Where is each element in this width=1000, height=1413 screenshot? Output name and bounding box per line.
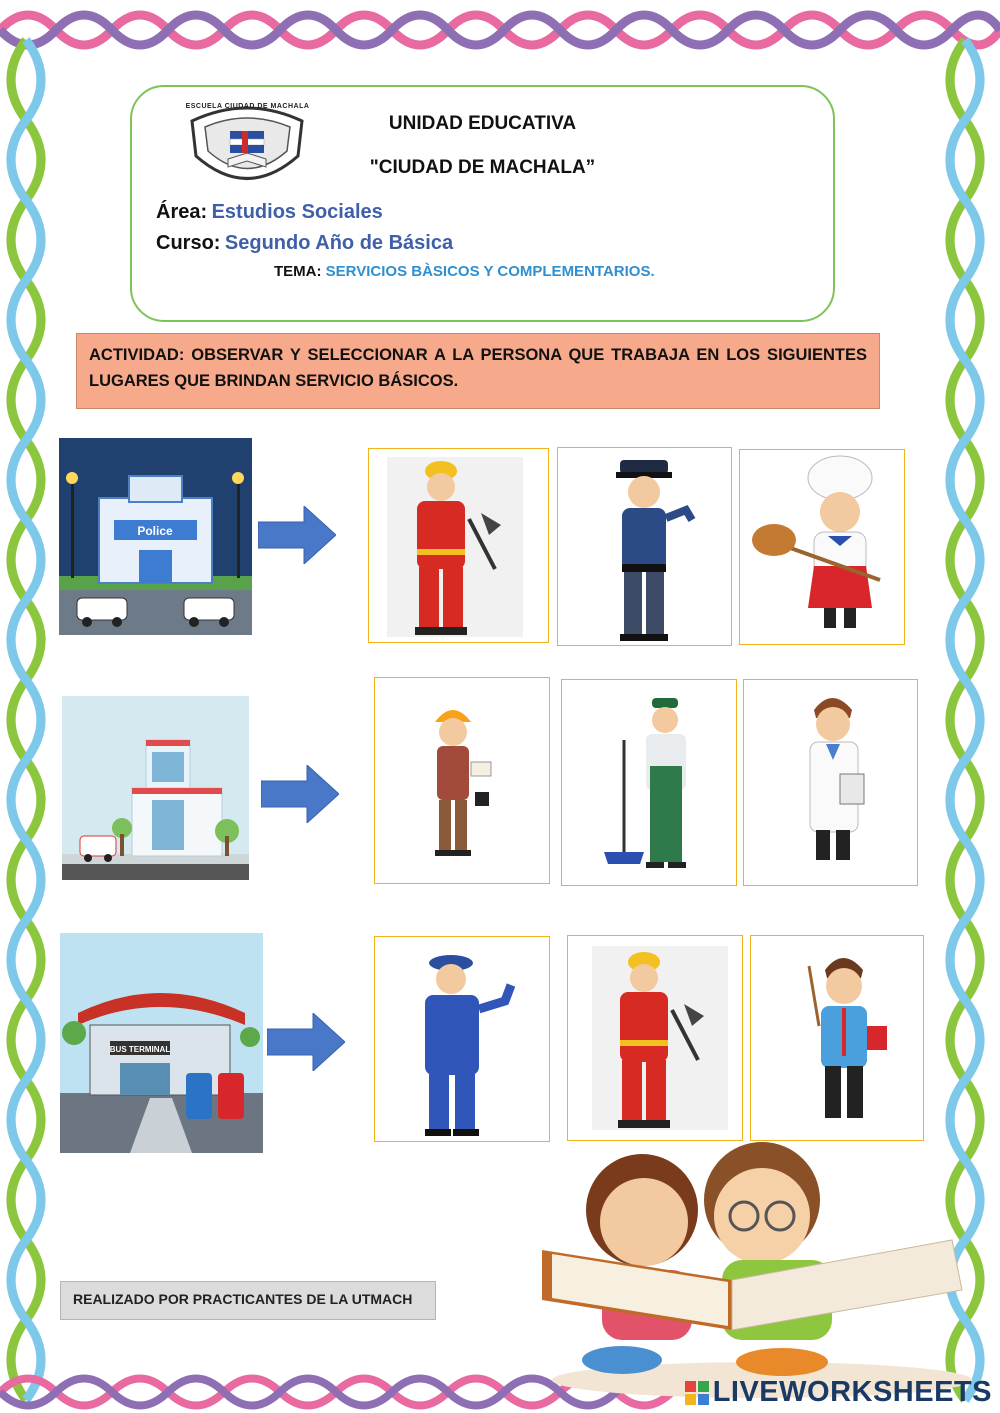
school-name-line2: "CIUDAD DE MACHALA” [369,157,596,178]
street-sweeper-figure [562,680,737,886]
bus-terminal-image [60,933,263,1153]
option-engineer[interactable] [374,677,550,884]
hospital-illustration [62,696,249,880]
hospital-image [62,696,249,880]
logo-text: ESCUELA CIUDAD DE MACHALA [185,103,310,110]
arrow-right-icon [261,765,339,823]
school-name-line1: UNIDAD EDUCATIVA [388,113,577,134]
credits-box: REALIZADO POR PRACTICANTES DE LA UTMACH [60,1281,436,1320]
doctor-figure [744,680,918,886]
arrow-right-icon [267,1013,345,1071]
course-label: Curso: [156,232,221,254]
kids-reading-illustration [532,1130,992,1400]
activity-instruction: ACTIVIDAD: OBSERVAR Y SELECCIONAR A LA PERSONA QUE TRABAJA EN LOS SIGUIENTES LUGARES QUE BRINDAN SERVICIO BÁSICOS. [76,333,880,409]
area-value: Estudios Sociales [211,201,383,223]
brand-row [685,1376,992,1409]
option-doctor[interactable] [743,679,918,886]
header-card [130,85,835,322]
police-station-illustration [59,438,252,635]
option-baker[interactable] [739,449,905,645]
area-row [156,201,383,224]
area-label: Área: [156,201,208,223]
option-police-officer[interactable] [557,447,732,646]
option-teacher[interactable] [750,935,924,1141]
course-row [156,232,453,255]
police-officer-figure [558,448,732,646]
option-bus-driver[interactable] [374,936,550,1142]
liveworksheets-logo-icon [685,1381,709,1405]
teacher-figure [751,936,924,1141]
bus-terminal-sign-text: BUS TERMINAL [109,1045,171,1054]
topic-row [274,263,655,280]
firefighter-figure-2 [568,936,743,1141]
arrow-right-icon [258,506,336,564]
engineer-figure [375,678,550,884]
option-firefighter-2[interactable] [567,935,743,1141]
police-station-image [59,438,252,635]
course-value: Segundo Año de Básica [224,232,454,254]
option-street-sweeper[interactable] [561,679,737,886]
firefighter-figure [369,449,549,643]
bus-terminal-illustration [60,933,263,1153]
topic-label: TEMA: [274,263,322,280]
police-sign-text: Police [137,524,173,538]
option-firefighter[interactable] [368,448,549,643]
brand-text: LIVEWORKSHEETS [712,1376,992,1408]
baker-figure [740,450,905,645]
bus-driver-figure [375,937,550,1142]
topic-value: SERVICIOS BÀSICOS Y COMPLEMENTARIOS. [325,263,655,280]
